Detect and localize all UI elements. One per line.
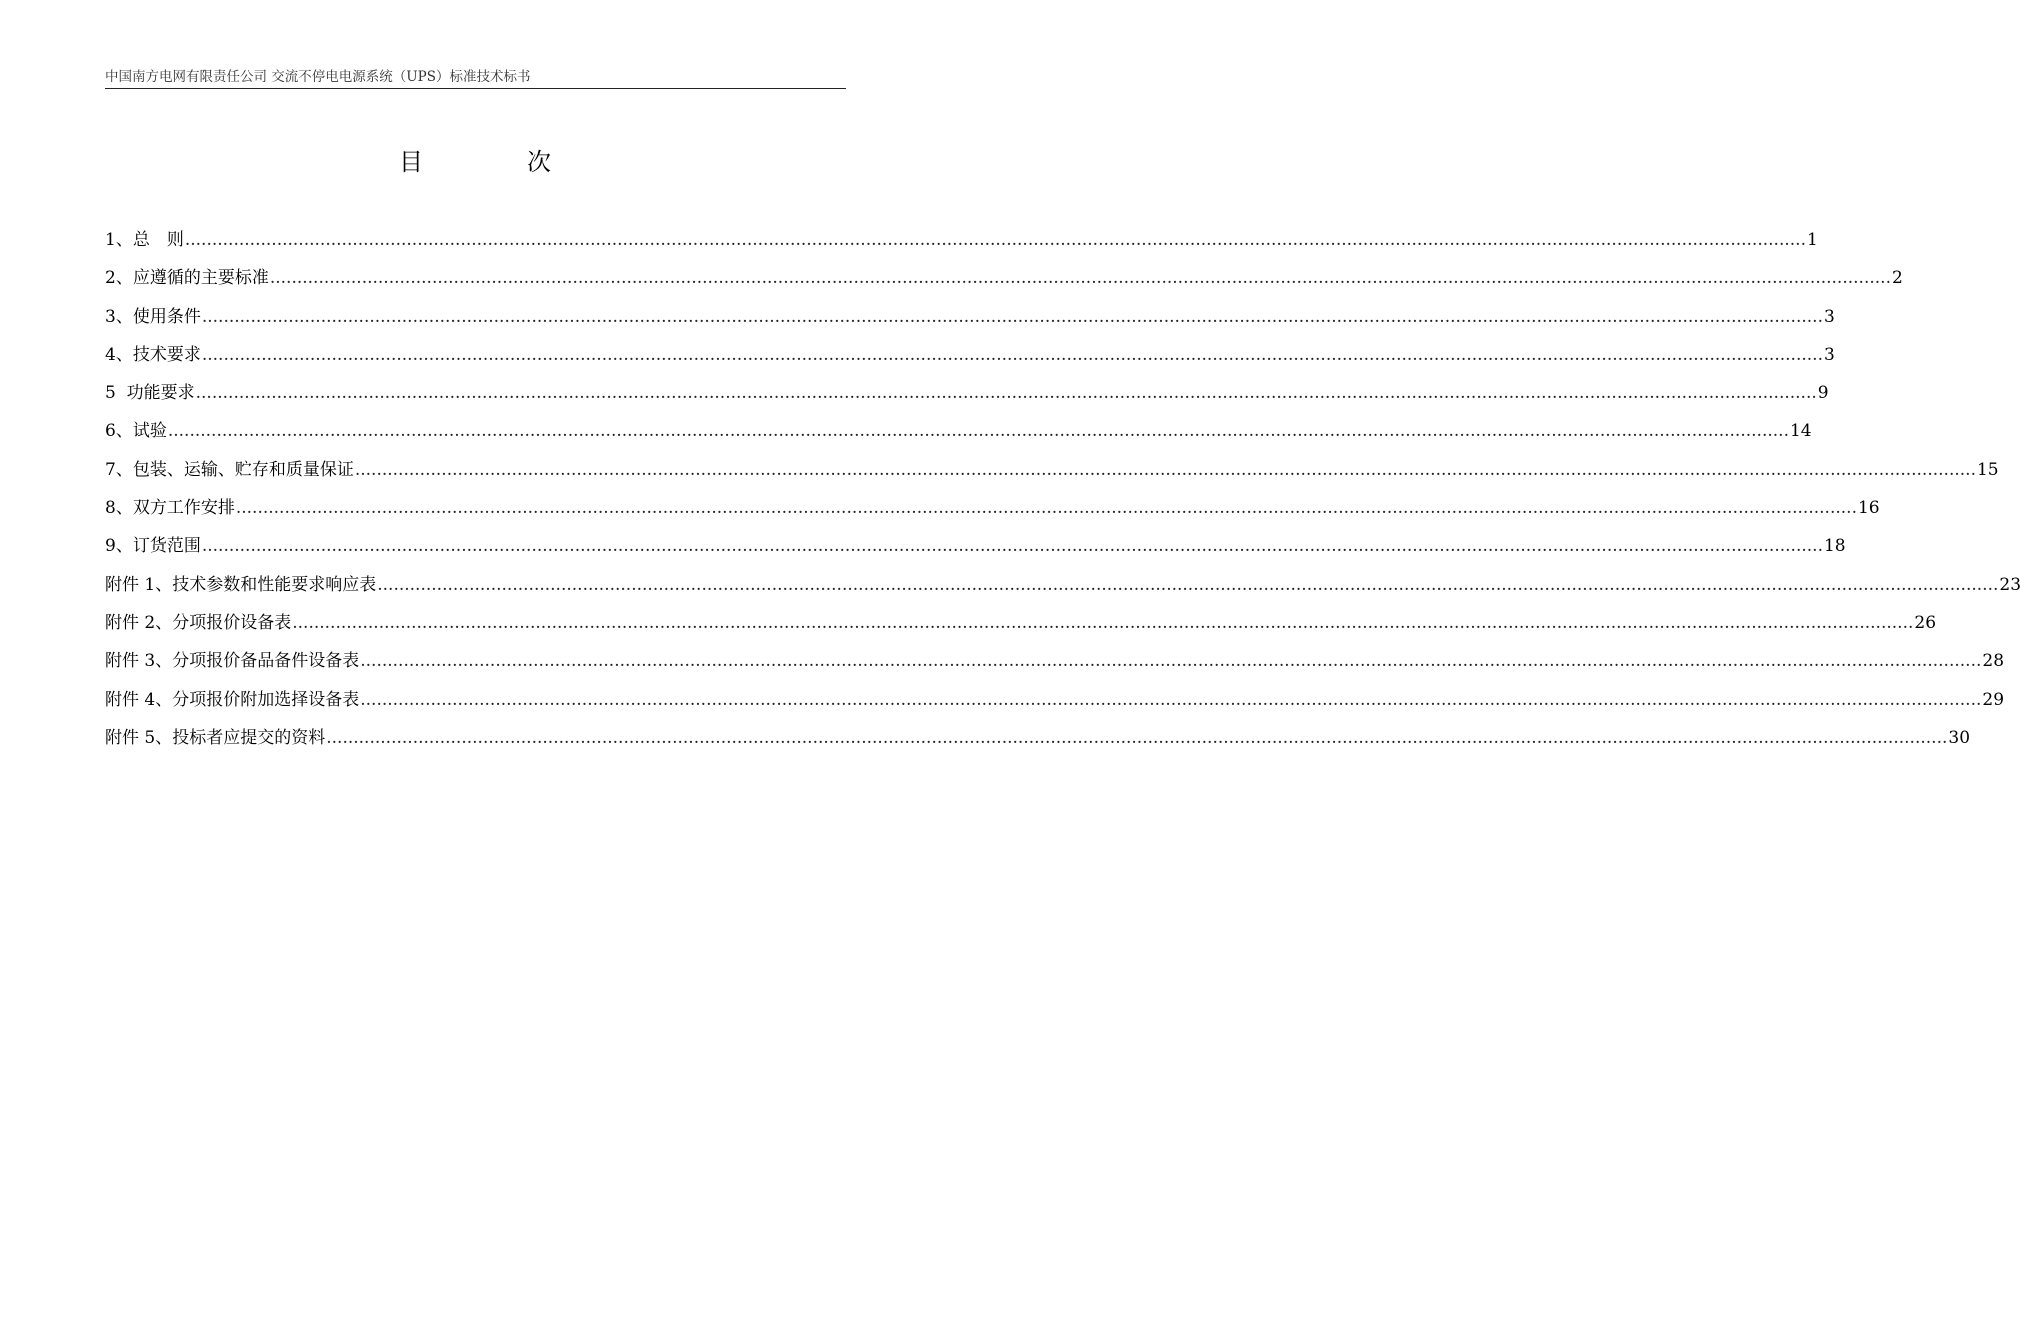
toc-entry-label: 8、双方工作安排 <box>105 498 235 519</box>
toc-leader: ............................................................................................................................................................................................................................................................................................................ <box>326 727 1948 748</box>
page-header: 中国南方电网有限责任公司 交流不停电电源系统（UPS）标准技术标书 <box>105 69 531 85</box>
toc-title: 目 次 <box>399 148 591 176</box>
toc-leader: ............................................................................................................................................................................................................................................................................................................ <box>201 536 1823 557</box>
toc-leader: ............................................................................................................................................................................................................................................................................................................ <box>292 612 1914 633</box>
header-rule <box>105 88 846 89</box>
toc-entry-page: 23 <box>1999 574 2021 595</box>
toc-entry-page: 1 <box>1806 230 1818 250</box>
toc-entry-label: 9、订货范围 <box>105 536 201 557</box>
toc-entry[interactable] <box>105 688 2005 726</box>
toc-entry-page: 2 <box>1891 268 1903 289</box>
toc-leader: ............................................................................................................................................................................................................................................................................................................ <box>377 574 1999 595</box>
toc-entry-page: 18 <box>1823 536 1846 557</box>
toc-leader: ............................................................................................................................................................................................................................................................................................................ <box>235 498 1857 519</box>
toc-leader: ............................................................................................................................................................................................................................................................................................................ <box>360 689 1982 710</box>
toc-entry-page: 14 <box>1789 421 1812 442</box>
toc-entry-page: 28 <box>1982 651 2005 672</box>
toc-entry[interactable] <box>105 381 1829 419</box>
toc-entry-label: 附件 4、分项报价附加选择设备表 <box>105 689 360 710</box>
toc-entry[interactable] <box>105 305 1835 343</box>
toc-entry-label: 附件 1、技术参数和性能要求响应表 <box>105 574 377 595</box>
toc-entry[interactable] <box>105 458 1999 496</box>
toc-entry[interactable] <box>105 266 1903 304</box>
toc-entry-page: 26 <box>1914 612 1937 633</box>
toc-entry[interactable] <box>105 649 2005 687</box>
toc-entry-label: 附件 5、投标者应提交的资料 <box>105 727 326 748</box>
toc-leader: ............................................................................................................................................................................................................................................................................................................ <box>201 344 1823 365</box>
toc-leader: ............................................................................................................................................................................................................................................................................................................ <box>201 306 1823 327</box>
table-of-contents <box>105 228 2021 764</box>
toc-entry-label: 附件 3、分项报价备品备件设备表 <box>105 651 360 672</box>
toc-entry-label: 2、应遵循的主要标准 <box>105 268 269 289</box>
toc-entry-page: 15 <box>1976 459 1999 480</box>
toc-entry-page: 30 <box>1948 727 1971 748</box>
toc-entry-label: 4、技术要求 <box>105 344 201 365</box>
toc-leader: ............................................................................................................................................................................................................................................................................................................ <box>167 421 1789 442</box>
toc-entry-label: 1、总 则 <box>105 230 184 250</box>
toc-entry[interactable] <box>105 573 2021 611</box>
toc-entry[interactable] <box>105 343 1835 381</box>
toc-entry-label: 7、包装、运输、贮存和质量保证 <box>105 459 354 480</box>
toc-entry-label: 附件 2、分项报价设备表 <box>105 612 292 633</box>
toc-entry[interactable] <box>105 611 1937 649</box>
toc-entry[interactable] <box>105 419 1812 457</box>
toc-entry-label: 5 功能要求 <box>105 383 195 404</box>
toc-entry-label: 6、试验 <box>105 421 167 442</box>
toc-leader: ............................................................................................................................................................................................................................................................................................................ <box>184 230 1806 250</box>
toc-entry-page: 9 <box>1817 383 1829 404</box>
toc-entry[interactable] <box>105 726 1971 764</box>
toc-leader: ............................................................................................................................................................................................................................................................................................................ <box>269 268 1891 289</box>
toc-entry-page: 16 <box>1857 498 1880 519</box>
toc-entry-page: 3 <box>1823 344 1835 365</box>
toc-leader: ............................................................................................................................................................................................................................................................................................................ <box>354 459 1976 480</box>
toc-entry-page: 3 <box>1823 306 1835 327</box>
toc-leader: ............................................................................................................................................................................................................................................................................................................ <box>195 383 1817 404</box>
toc-entry[interactable] <box>105 228 1818 266</box>
toc-entry[interactable] <box>105 534 1846 572</box>
toc-entry-page: 29 <box>1982 689 2005 710</box>
toc-leader: ............................................................................................................................................................................................................................................................................................................ <box>360 651 1982 672</box>
toc-entry[interactable] <box>105 496 1880 534</box>
toc-entry-label: 3、使用条件 <box>105 306 201 327</box>
